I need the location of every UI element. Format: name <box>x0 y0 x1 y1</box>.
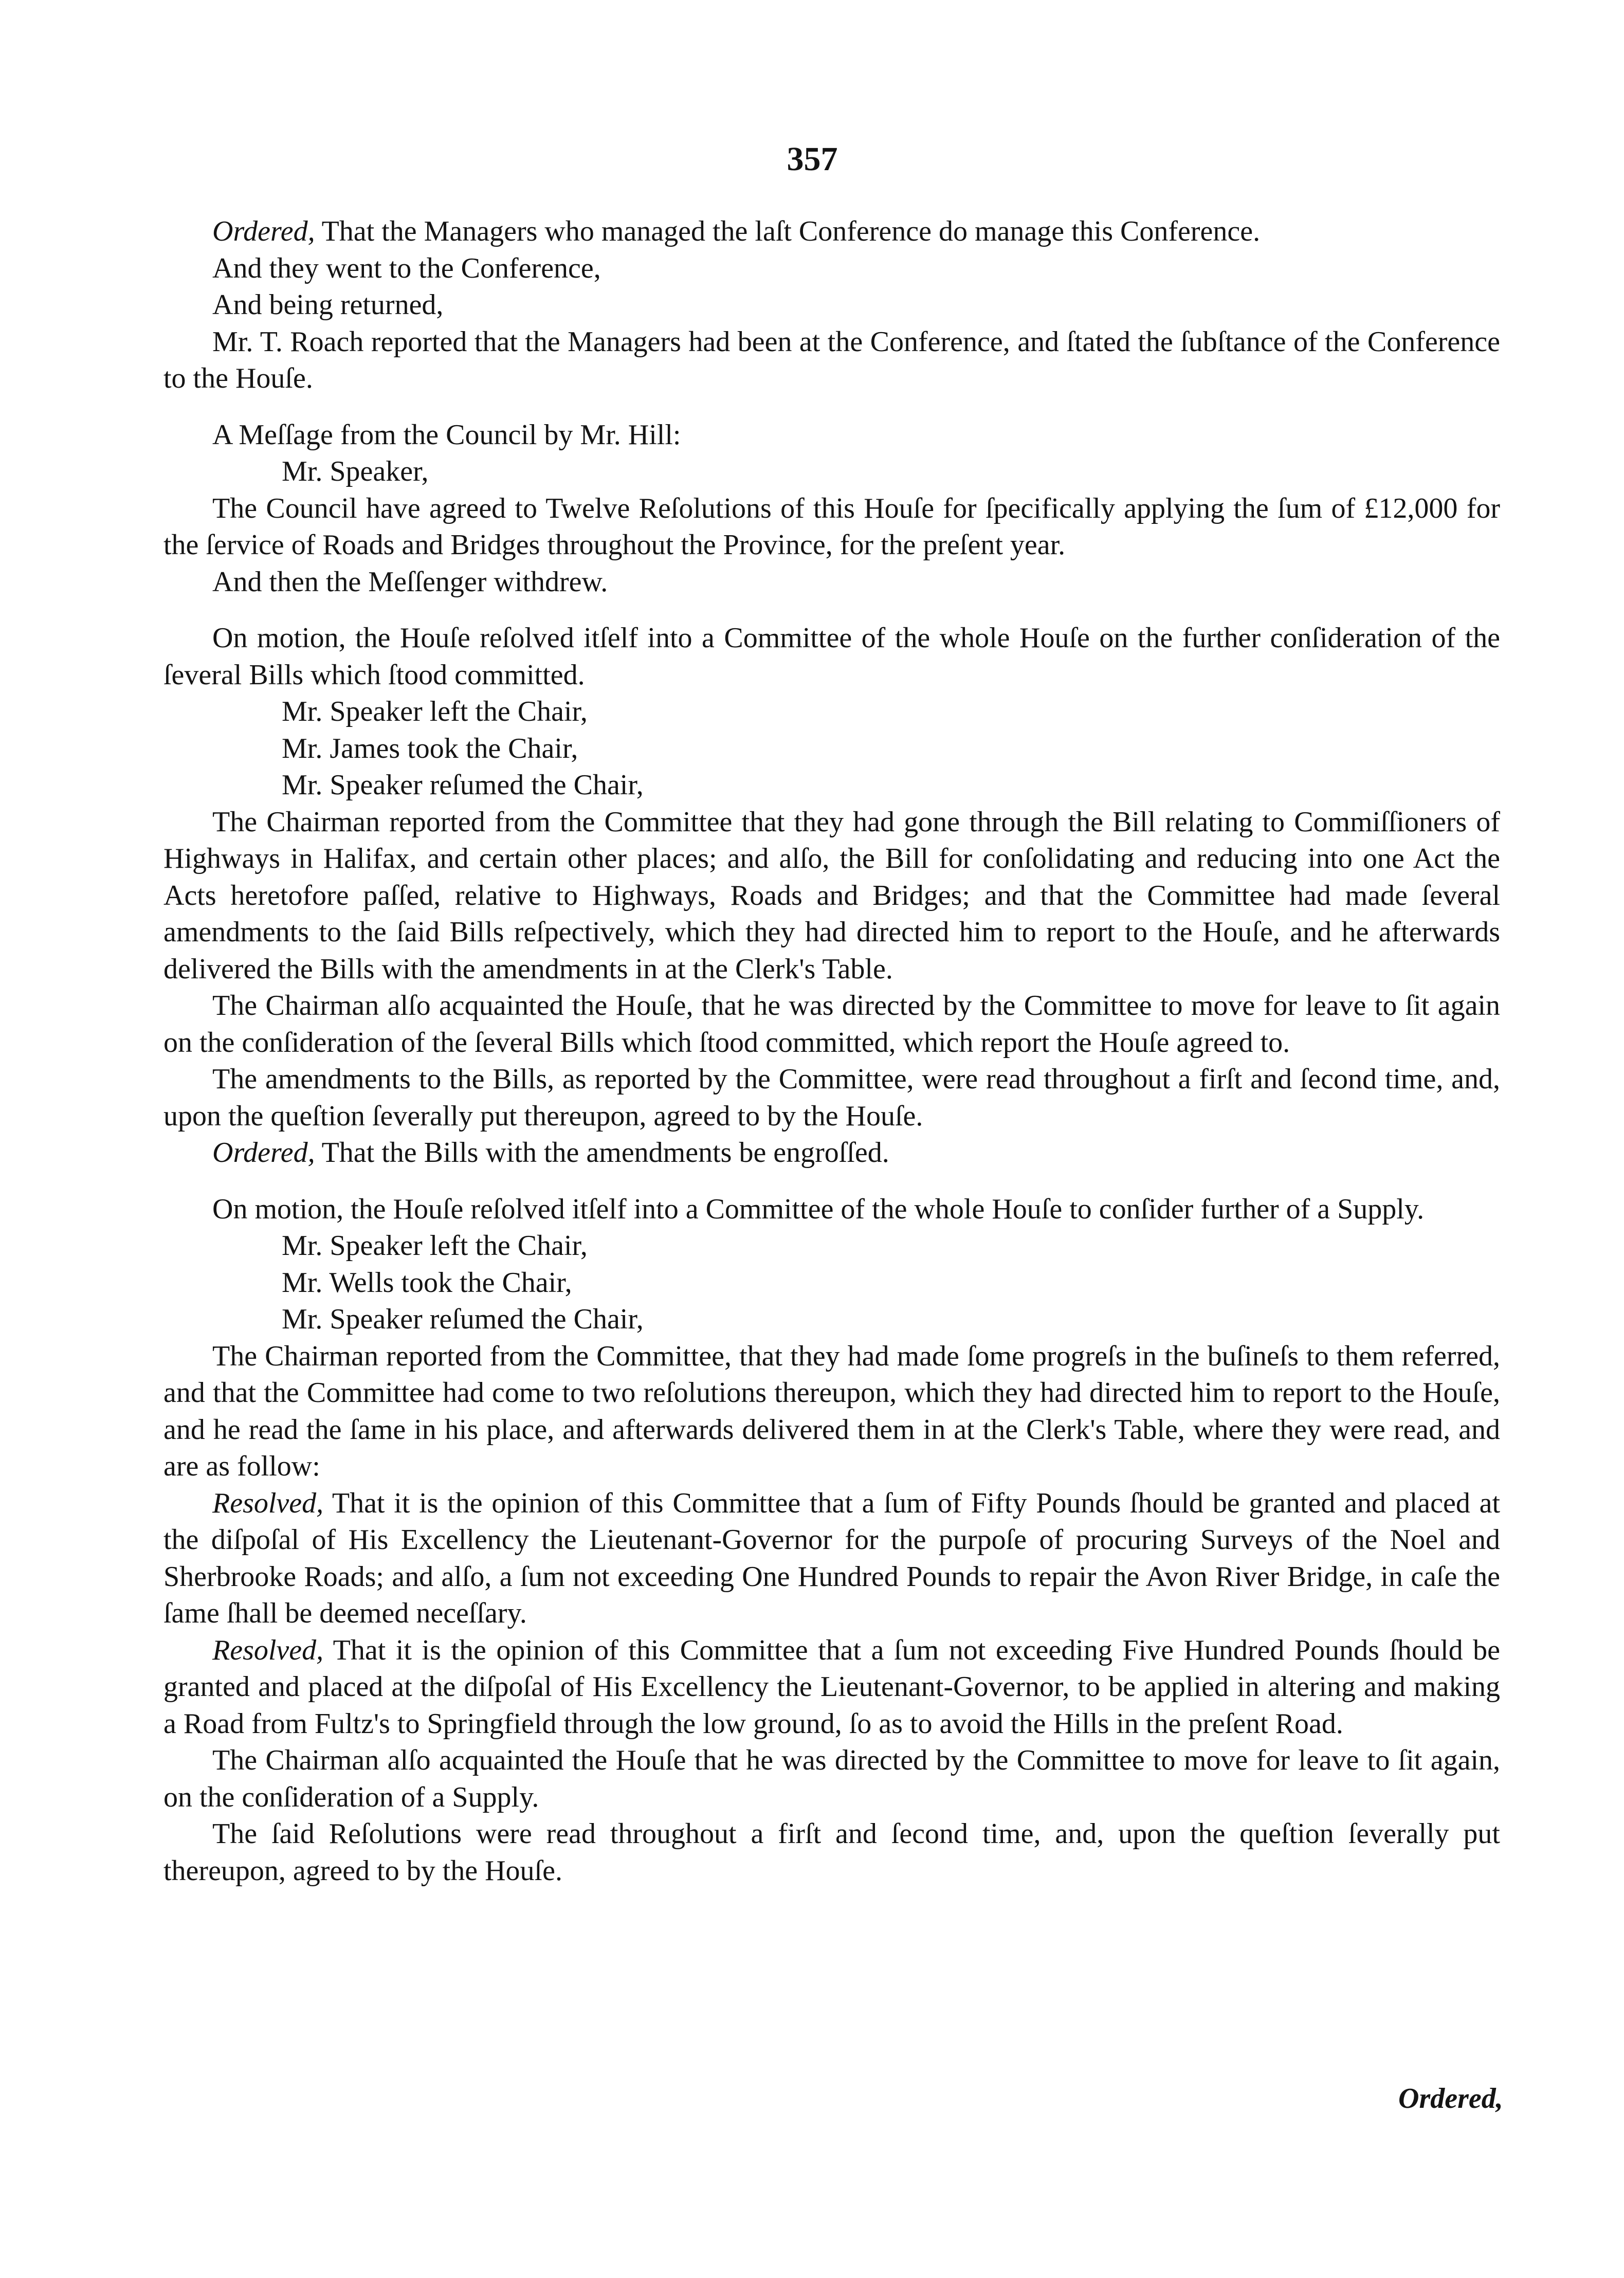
chair-line: Mr. Speaker reſumed the Chair, <box>282 1303 644 1335</box>
journal-body <box>163 213 1500 1889</box>
paragraph: On motion, the Houſe reſolved itſelf into a Committee of the whole Houſe on the further conſideration of the ſeveral Bills which ſtood committed. <box>163 622 1500 691</box>
salutation: Mr. Speaker, <box>282 455 429 487</box>
paragraph-text: That the Bills with the amendments be engroſſed. <box>315 1137 889 1169</box>
ordered-paragraph <box>163 1135 1500 1172</box>
lead-word: Resolved, <box>212 1487 324 1519</box>
catchword: Ordered, <box>1398 2083 1503 2115</box>
paragraph-text: That it is the opinion of this Committee that a ſum of Fifty Pounds ſhould be granted and placed at the diſpoſal of His Excellency the Lieutenant-Governor for the purpoſe of procuring Surveys of the Noel and Sherbrooke Roads; and alſo, a ſum not exceeding One Hundred Pounds to repair the Avon River Bridge, in caſe the ſame ſhall be deemed neceſſary. <box>163 1487 1500 1629</box>
paragraph-text: That the Managers who managed the laſt Conference do manage this Conference. <box>315 215 1261 247</box>
paragraph: The Council have agreed to Twelve Reſolutions of this Houſe for ſpecifically applying the ſum of £12,000 for the ſervice of Roads and Bridges throughout the Province, for the preſent year. <box>163 492 1500 561</box>
paragraph: And they went to the Conference, <box>212 252 601 284</box>
chair-line: Mr. Speaker left the Chair, <box>282 1230 588 1262</box>
paragraph: And then the Meſſenger withdrew. <box>212 566 608 598</box>
paragraph: The amendments to the Bills, as reported by the Committee, were read throughout a firſt and ſecond time, and, upon the queſtion ſeverally put thereupon, agreed to by the Houſe. <box>163 1063 1500 1132</box>
paragraph: The Chairman alſo acquainted the Houſe, that he was directed by the Committee to move for leave to ſit again on the conſideration of the ſeveral Bills which ſtood committed, which report the Houſe agreed to. <box>163 990 1500 1059</box>
paragraph-text: That it is the opinion of this Committee that a ſum not exceeding Five Hundred Pounds ſhould be granted and placed at the diſpoſal of His Excellency the Lieutenant-Governor, to be applied in altering and making a Road from Fultz's to Springfield through the low ground, ſo as to avoid the Hills in the preſent Road. <box>163 1634 1500 1740</box>
paragraph: The Chairman reported from the Committee, that they had made ſome progreſs in the buſineſs to them referred, and that the Committee had come to two reſolutions thereupon, which they had directed him to report to the Houſe, and he read the ſame in his place, and afterwards delivered them in at the Clerk's Table, where they were read, and are as follow: <box>163 1340 1500 1482</box>
paragraph: On motion, the Houſe reſolved itſelf into a Committee of the whole Houſe to conſider further of a Supply. <box>212 1193 1425 1225</box>
paragraph: The ſaid Reſolutions were read throughout a firſt and ſecond time, and, upon the queſtion ſeverally put thereupon, agreed to by the Houſe. <box>163 1818 1500 1887</box>
paragraph: The Chairman reported from the Committee that they had gone through the Bill relating to Commiſſioners of Highways in Halifax, and certain other places; and alſo, the Bill for conſolidating and reducing into one Act the Acts heretofore paſſed, relative to Highways, Roads and Bridges; and that the Committee had made ſeveral amendments to the ſaid Bills reſpectively, which they had directed him to report to the Houſe, and he afterwards delivered the Bills with the amendments in at the Clerk's Table. <box>163 806 1500 985</box>
resolution-paragraph <box>163 1632 1500 1743</box>
lead-word: Ordered, <box>212 1137 315 1169</box>
paragraph: And being returned, <box>212 289 444 321</box>
page-number: 357 <box>787 140 838 178</box>
lead-word: Resolved, <box>212 1634 324 1666</box>
ordered-paragraph <box>163 213 1500 250</box>
chair-line: Mr. Speaker left the Chair, <box>282 696 588 727</box>
resolution-paragraph <box>163 1485 1500 1632</box>
chair-line: Mr. Speaker reſumed the Chair, <box>282 769 644 801</box>
chair-line: Mr. Wells took the Chair, <box>282 1266 572 1299</box>
lead-word: Ordered, <box>212 215 315 247</box>
paragraph: Mr. T. Roach reported that the Managers had been at the Conference, and ſtated the ſubſtance of the Conference to the Houſe. <box>163 325 1500 394</box>
chair-line: Mr. James took the Chair, <box>282 732 578 764</box>
paragraph: The Chairman alſo acquainted the Houſe that he was directed by the Committee to move for leave to ſit again, on the conſideration of a Supply. <box>163 1744 1500 1813</box>
message-heading: A Meſſage from the Council by Mr. Hill: <box>212 418 681 451</box>
